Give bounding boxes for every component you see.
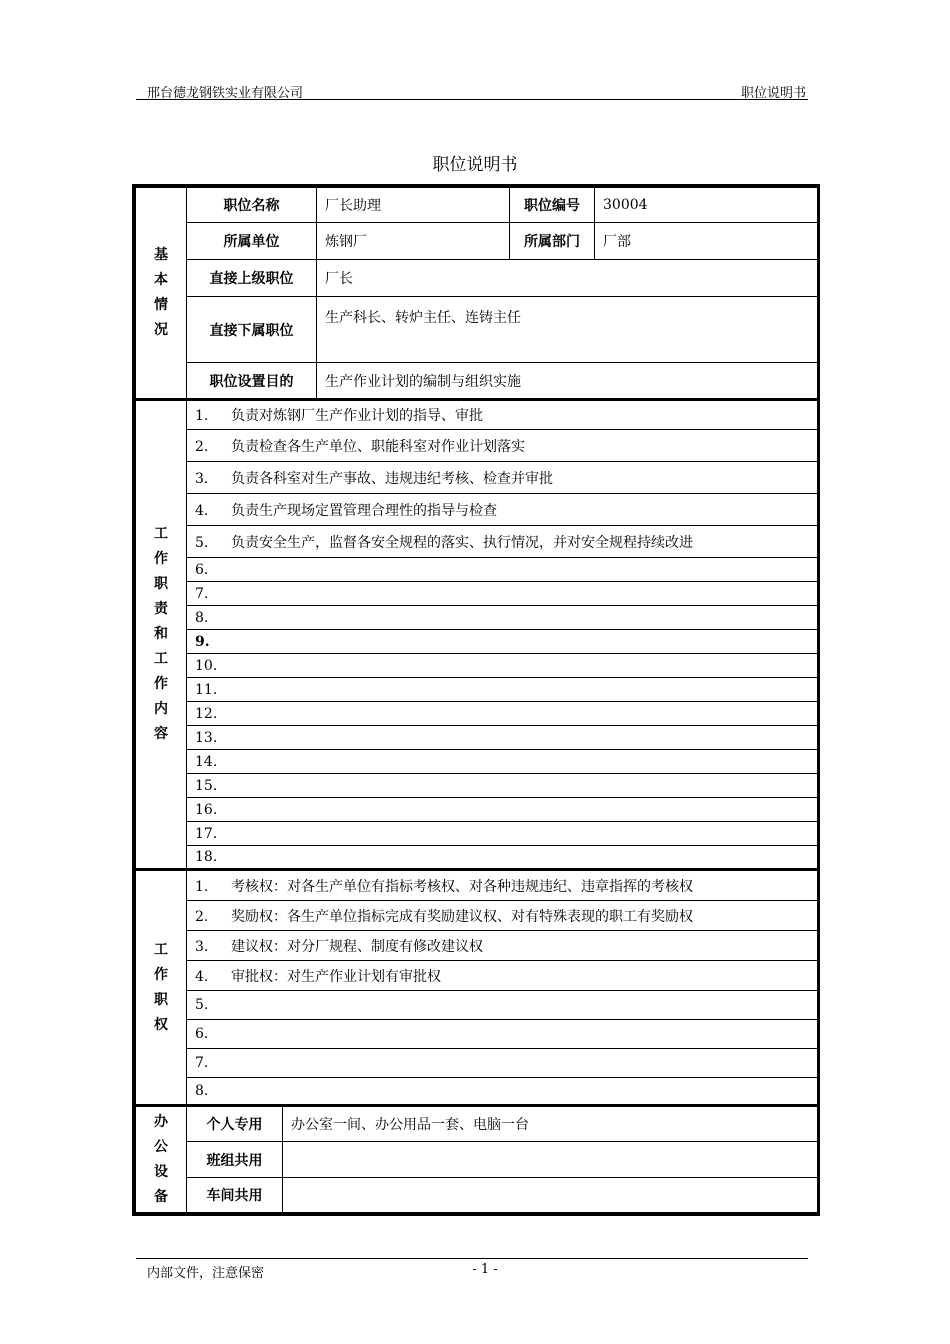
value-superior: 厂长	[317, 260, 818, 297]
authority-row	[136, 1049, 818, 1078]
duty-item: 16.	[187, 798, 818, 822]
label-subordinate: 直接下属职位	[187, 297, 317, 363]
label-personal: 个人专用	[187, 1106, 283, 1142]
duty-item: 13.	[187, 726, 818, 750]
section-duties: 工作职责和工作内容	[136, 400, 187, 870]
value-department: 厂部	[595, 223, 818, 260]
duty-item: 10.	[187, 654, 818, 678]
duty-item: 1. 负责对炼钢厂生产作业计划的指导、审批	[187, 400, 818, 430]
authority-item: 4. 审批权：对生产作业计划有审批权	[187, 961, 818, 991]
value-workshop	[283, 1178, 818, 1213]
value-position-code: 30004	[595, 188, 818, 223]
value-subordinate: 生产科长、转炉主任、连铸主任	[317, 297, 818, 363]
duty-row	[136, 822, 818, 846]
header-company: 邢台德龙钢铁实业有限公司	[147, 86, 304, 101]
authority-item: 1. 考核权：对各生产单位有指标考核权、对各种违规违纪、违章指挥的考核权	[187, 870, 818, 901]
value-purpose: 生产作业计划的编制与组织实施	[317, 363, 818, 400]
duty-item: 7.	[187, 582, 818, 606]
duty-item: 4. 负责生产现场定置管理合理性的指导与检查	[187, 494, 818, 526]
label-position-code: 职位编号	[510, 188, 595, 223]
section-authority: 工作职权	[136, 870, 187, 1106]
duty-item: 17.	[187, 822, 818, 846]
duty-row	[136, 702, 818, 726]
duty-row	[136, 750, 818, 774]
duty-row	[136, 526, 818, 558]
duty-row	[136, 606, 818, 630]
position-form	[132, 184, 820, 1216]
row-unit	[136, 223, 818, 260]
duty-row	[136, 558, 818, 582]
row-position-name	[136, 188, 818, 223]
duty-row	[136, 654, 818, 678]
label-position-name: 职位名称	[187, 188, 317, 223]
duty-item: 6.	[187, 558, 818, 582]
row-personal-equipment	[136, 1106, 818, 1142]
authority-row	[136, 1020, 818, 1049]
label-purpose: 职位设置目的	[187, 363, 317, 400]
duty-item: 15.	[187, 774, 818, 798]
authority-row	[136, 991, 818, 1020]
row-workshop-equipment	[136, 1178, 818, 1213]
duty-row	[136, 678, 818, 702]
authority-row	[136, 961, 818, 991]
duty-item: 3. 负责各科室对生产事故、违规违纪考核、检查并审批	[187, 462, 818, 494]
footer-page-number: - 1 -	[472, 1262, 498, 1277]
duty-item: 18.	[187, 846, 818, 870]
duty-item: 14.	[187, 750, 818, 774]
authority-row	[136, 931, 818, 961]
authority-item: 2. 奖励权：各生产单位指标完成有奖励建议权、对有特殊表现的职工有奖励权	[187, 901, 818, 931]
row-team-equipment	[136, 1142, 818, 1178]
row-purpose	[136, 363, 818, 400]
duty-row	[136, 462, 818, 494]
authority-item: 8.	[187, 1078, 818, 1106]
duty-row	[136, 798, 818, 822]
footer-rule	[136, 1258, 808, 1259]
label-unit: 所属单位	[187, 223, 317, 260]
duty-item: 12.	[187, 702, 818, 726]
duty-row	[136, 430, 818, 462]
value-unit: 炼钢厂	[317, 223, 510, 260]
authority-item: 5.	[187, 991, 818, 1020]
authority-row	[136, 901, 818, 931]
section-basic: 基本情况	[136, 188, 187, 400]
row-superior	[136, 260, 818, 297]
label-team: 班组共用	[187, 1142, 283, 1178]
authority-item: 7.	[187, 1049, 818, 1078]
authority-row	[136, 870, 818, 901]
duty-item: 11.	[187, 678, 818, 702]
duty-item: 2. 负责检查各生产单位、职能科室对作业计划落实	[187, 430, 818, 462]
duty-item: 8.	[187, 606, 818, 630]
value-personal: 办公室一间、办公用品一套、电脑一台	[283, 1106, 818, 1142]
value-team	[283, 1142, 818, 1178]
duty-row	[136, 630, 818, 654]
label-workshop: 车间共用	[187, 1178, 283, 1213]
duty-row	[136, 774, 818, 798]
value-position-name: 厂长助理	[317, 188, 510, 223]
header-rule	[136, 99, 808, 100]
duty-row	[136, 726, 818, 750]
label-superior: 直接上级职位	[187, 260, 317, 297]
duty-item: 5. 负责安全生产，监督各安全规程的落实、执行情况，并对安全规程持续改进	[187, 526, 818, 558]
section-equipment: 办公设备	[136, 1106, 187, 1213]
duty-row	[136, 494, 818, 526]
authority-item: 3. 建议权：对分厂规程、制度有修改建议权	[187, 931, 818, 961]
duty-row	[136, 846, 818, 870]
label-department: 所属部门	[510, 223, 595, 260]
duty-row	[136, 400, 818, 430]
authority-row	[136, 1078, 818, 1106]
header-doc-type: 职位说明书	[740, 86, 806, 101]
duty-item: 9.	[187, 630, 818, 654]
duty-row	[136, 582, 818, 606]
page-title: 职位说明书	[432, 155, 518, 175]
footer-note: 内部文件，注意保密	[147, 1266, 265, 1281]
authority-item: 6.	[187, 1020, 818, 1049]
row-subordinate	[136, 297, 818, 363]
